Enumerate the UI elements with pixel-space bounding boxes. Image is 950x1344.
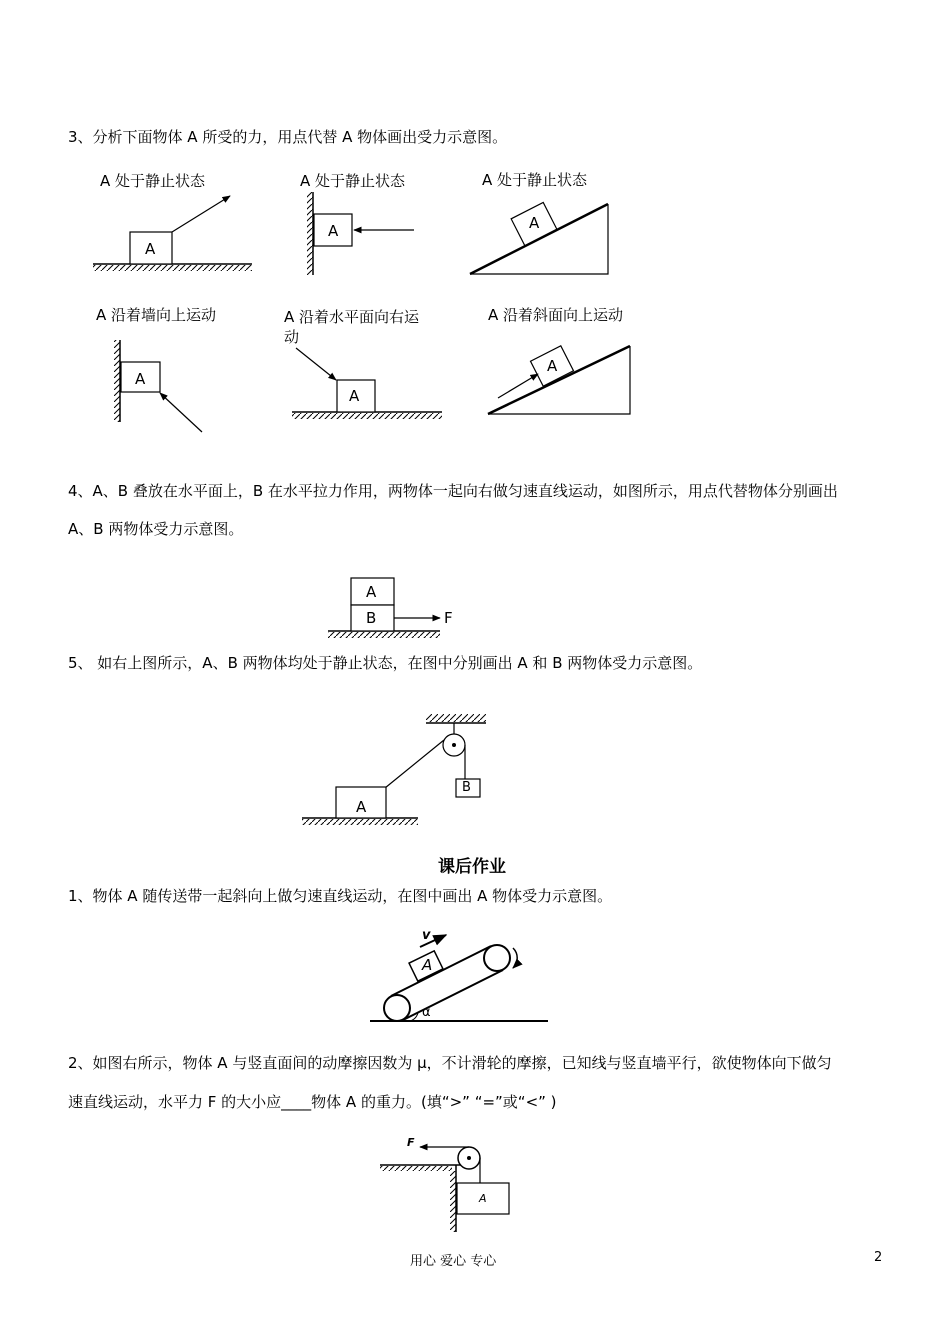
diagram-stacked-blocks xyxy=(328,578,440,638)
angle-label-alpha: α xyxy=(422,1005,431,1020)
page-number: 2 xyxy=(874,1250,883,1265)
q3-text: 3、分析下面物体 A 所受的力，用点代替 A 物体画出受力示意图。 xyxy=(68,128,508,146)
homework-q2-line1: 2、如图右所示，物体 A 与竖直面间的动摩擦因数为 μ，不计滑轮的摩擦，已知线与竖直墙平行，欲使物体向下做匀 xyxy=(68,1054,832,1072)
block-label-a: A xyxy=(547,357,558,375)
block-label-a: A xyxy=(356,798,367,816)
velocity-label-v: v xyxy=(422,928,431,943)
diagram-incline-up xyxy=(488,346,630,414)
block-label-a: A xyxy=(135,370,146,388)
force-label-f: F xyxy=(407,1136,415,1149)
diagram-horizontal-right xyxy=(292,348,442,419)
homework-q2-line2: 速直线运动，水平力 F 的大小应____物体 A 的重力。(填“>” “=”或“<” ) xyxy=(68,1093,557,1111)
caption-horizontal-right: A 沿着水平面向右运 xyxy=(284,308,420,326)
block-label-a: A xyxy=(366,583,377,601)
force-label-f: F xyxy=(444,609,453,627)
block-label-a: A xyxy=(328,222,339,240)
block-label-a: A xyxy=(529,214,540,232)
homework-q1-text: 1、物体 A 随传送带一起斜向上做匀速直线运动，在图中画出 A 物体受力示意图。 xyxy=(68,887,613,905)
caption-static-2: A 处于静止状态 xyxy=(300,172,406,190)
block-label-a: A xyxy=(145,240,156,258)
caption-horizontal-right-cont: 动 xyxy=(284,328,300,346)
block-label-b: B xyxy=(366,609,377,627)
q4-text-line2: A、B 两物体受力示意图。 xyxy=(68,520,244,538)
homework-title: 课后作业 xyxy=(438,857,506,877)
q4-text-line1: 4、A、B 叠放在水平面上，B 在水平拉力作用，两物体一起向右做匀速直线运动，如图所示，用点代替物体分别画出 xyxy=(68,482,838,500)
caption-static-1: A 处于静止状态 xyxy=(100,172,206,190)
diagram-pulley-system xyxy=(302,714,486,825)
diagram-static-ground xyxy=(93,196,252,271)
diagram-conveyor-belt xyxy=(370,935,548,1021)
diagram-static-wall xyxy=(307,192,414,275)
block-label-a: A xyxy=(349,387,360,405)
caption-static-3: A 处于静止状态 xyxy=(482,171,588,189)
diagram-wall-up xyxy=(114,340,202,432)
block-label-a: A xyxy=(422,956,433,974)
footer-motto: 用心 爱心 专心 xyxy=(410,1254,497,1269)
block-label-a: A xyxy=(479,1192,487,1205)
block-label-b: B xyxy=(462,780,471,795)
caption-wall-up: A 沿着墙向上运动 xyxy=(96,306,217,324)
caption-incline-up: A 沿着斜面向上运动 xyxy=(488,306,624,324)
diagram-wall-pulley xyxy=(380,1147,509,1232)
q5-text: 5、 如右上图所示，A、B 两物体均处于静止状态，在图中分别画出 A 和 B 两物体受力示意图。 xyxy=(68,654,703,672)
